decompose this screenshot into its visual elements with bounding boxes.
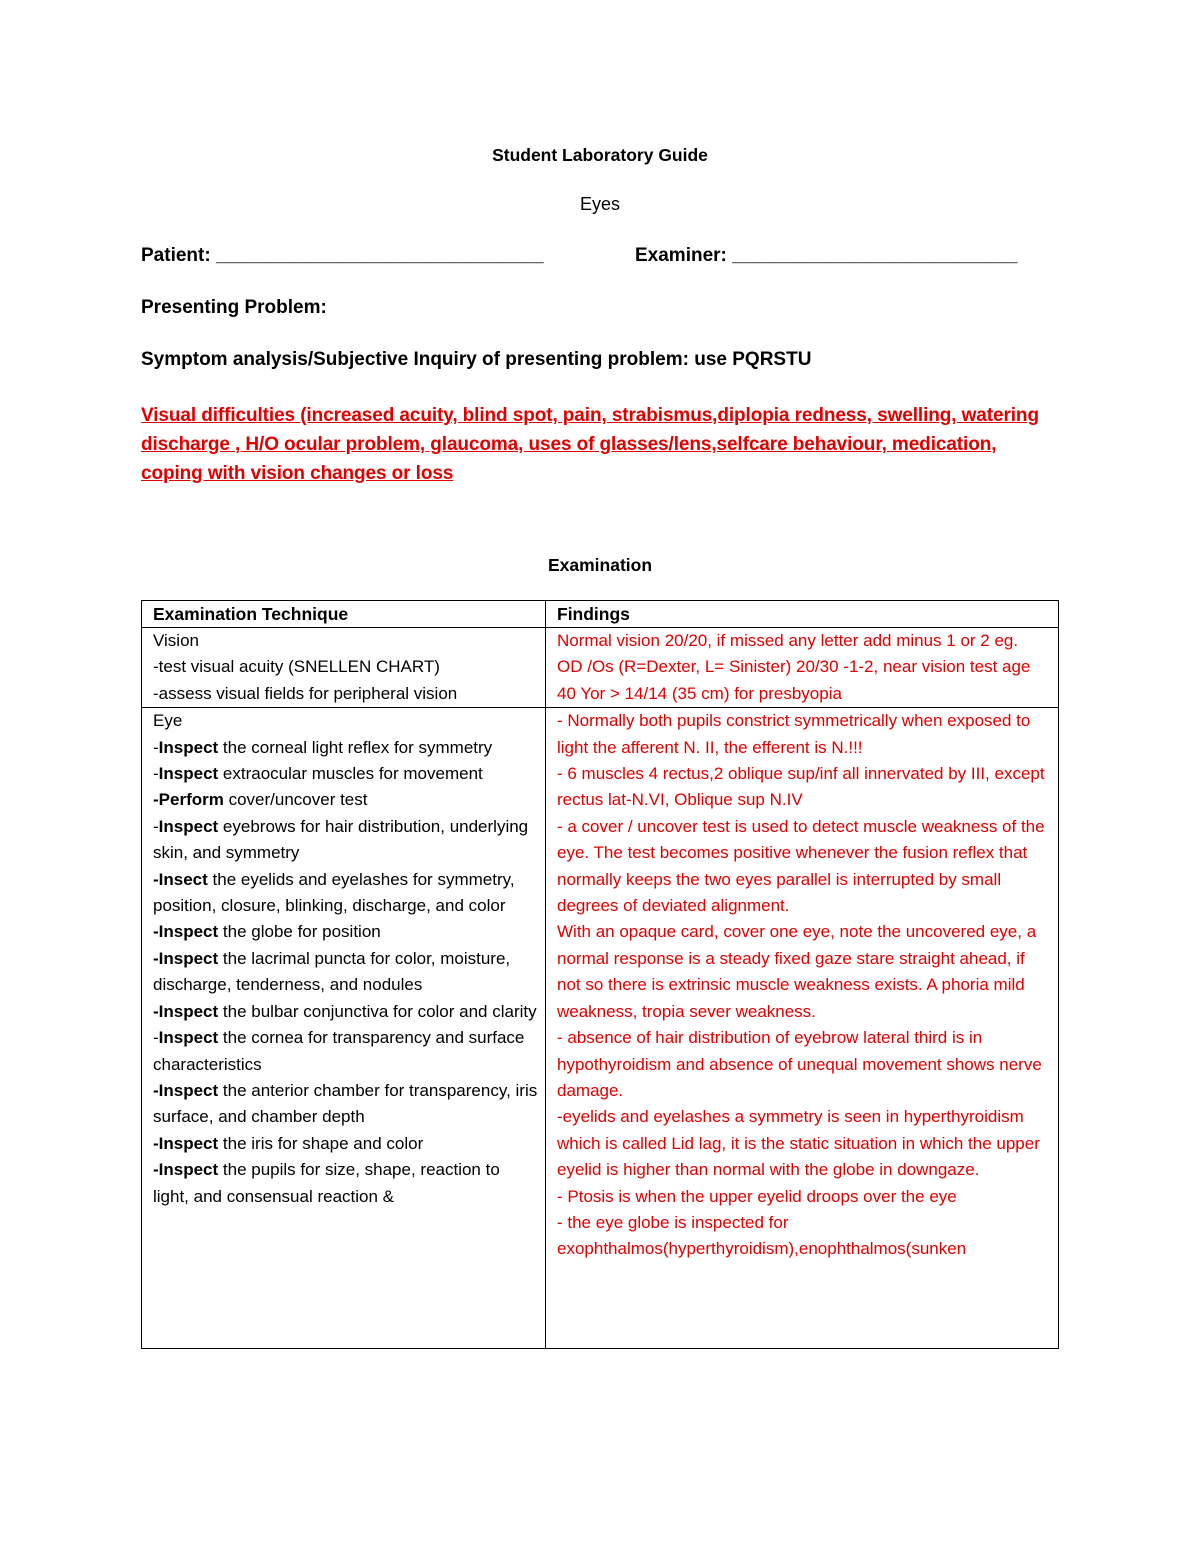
technique-item: -Inspect eyebrows for hair distribution, underlying skin, and symmetry — [153, 816, 529, 863]
technique-item: -Insect the eyelids and eyelashes for symmetry, position, closure, blinking, discharge, and color — [153, 869, 515, 916]
document-title: Student Laboratory Guide — [492, 145, 708, 165]
technique-verb: -Perform — [153, 790, 224, 810]
technique-item: -Inspect the bulbar conjunctiva for color and clarity — [153, 1001, 537, 1021]
finding-item: - the eye globe is inspected for exophthalmos(hyperthyroidism),enophthalmos(sunken — [557, 1212, 967, 1259]
examiner-field: Examiner: ___________________________ — [635, 245, 1018, 266]
finding-item: - a cover / uncover test is used to detect muscle weakness of the eye. The test becomes positive whenever the fusion reflex that normally keeps the two eyes parallel is interrupted by small degrees of deviated alignment. — [557, 816, 1045, 916]
table-row — [142, 628, 1059, 708]
technique-item: -Inspect the corneal light reflex for symmetry — [153, 737, 493, 757]
technique-verb: Inspect — [158, 764, 219, 784]
findings-cell — [546, 628, 1059, 708]
technique-item: Eye — [153, 711, 183, 731]
symptom-analysis-heading: Symptom analysis/Subjective Inquiry of presenting problem: use PQRSTU — [141, 349, 812, 370]
column-header-findings: Findings — [546, 601, 1059, 628]
technique-item: -Perform cover/uncover test — [153, 790, 368, 810]
finding-item: - Ptosis is when the upper eyelid droops over the eye — [557, 1186, 957, 1206]
finding-item: - 6 muscles 4 rectus,2 oblique sup/inf all innervated by III, except rectus lat-N.VI, Oblique sup N.IV — [557, 764, 1045, 810]
table-row — [142, 708, 1059, 1349]
presenting-problem-heading: Presenting Problem: — [141, 297, 327, 318]
technique-item: -test visual acuity (SNELLEN CHART) — [153, 657, 440, 677]
column-header-technique: Examination Technique — [142, 601, 546, 628]
technique-item: -Inspect the iris for shape and color — [153, 1133, 424, 1153]
patient-field: Patient: _______________________________ — [141, 245, 544, 266]
finding-item: - Normally both pupils constrict symmetrically when exposed to light the afferent N. II, the efferent is N.!!! — [557, 711, 1031, 757]
technique-verb: Inspect — [158, 816, 219, 836]
technique-item: -Inspect the lacrimal puncta for color, moisture, discharge, tenderness, and nodules — [153, 948, 511, 995]
technique-cell — [142, 708, 546, 1349]
finding-item: With an opaque card, cover one eye, note the uncovered eye, a normal response is a steady fixed gaze stare straight ahead, if not so there is extrinsic muscle weakness exists. A phoria mild weakness, tropia sever weakness. — [557, 922, 1037, 1021]
finding-item: OD /Os (R=Dexter, L= Sinister) 20/30 -1-2, near vision test age — [557, 657, 1031, 677]
examination-heading: Examination — [547, 555, 653, 575]
technique-verb: -Inspect — [153, 1080, 219, 1100]
technique-verb: -Inspect — [153, 922, 219, 942]
technique-item: -Inspect the cornea for transparency and surface characteristics — [153, 1028, 525, 1074]
technique-item: Vision — [153, 631, 199, 650]
technique-item: -Inspect the globe for position — [153, 922, 381, 942]
findings-cell — [546, 708, 1059, 1349]
technique-verb: Inspect — [158, 1028, 219, 1048]
finding-item: -eyelids and eyelashes a symmetry is seen in hyperthyroidism which is called Lid lag, it is the static situation in which the upper eyelid is higher than normal with the globe in downgaze. — [557, 1107, 1040, 1180]
technique-verb: -Inspect — [153, 948, 219, 968]
technique-verb: -Inspect — [153, 1133, 219, 1153]
finding-item: 40 Yor > 14/14 (35 cm) for presbyopia — [557, 683, 842, 703]
technique-verb: Inspect — [158, 737, 219, 757]
examination-table — [141, 600, 1059, 1349]
technique-verb: -Inspect — [153, 1001, 219, 1021]
document-subtitle: Eyes — [579, 194, 621, 214]
technique-verb: -Inspect — [153, 1160, 219, 1180]
finding-item: Normal vision 20/20, if missed any letter add minus 1 or 2 eg. — [557, 631, 1019, 650]
technique-verb: -Insect — [153, 869, 208, 889]
technique-cell — [142, 628, 546, 708]
technique-item: -Inspect the pupils for size, shape, reaction to light, and consensual reaction & — [153, 1160, 500, 1206]
subjective-notes: Visual difficulties (increased acuity, blind spot, pain, strabismus,diplopia redness, swelling, watering discharge , H/O ocular problem, glaucoma, uses of glasses/lens,selfcare behaviour, medication, coping with vision changes or loss — [141, 405, 1039, 484]
technique-item: -Inspect the anterior chamber for transparency, iris surface, and chamber depth — [153, 1080, 538, 1127]
technique-item: -Inspect extraocular muscles for movement — [153, 764, 483, 784]
table-header-row — [142, 601, 1059, 628]
finding-item: - absence of hair distribution of eyebrow lateral third is in hypothyroidism and absence of unequal movement shows nerve damage. — [557, 1028, 1042, 1100]
technique-item: -assess visual fields for peripheral vision — [153, 683, 458, 703]
